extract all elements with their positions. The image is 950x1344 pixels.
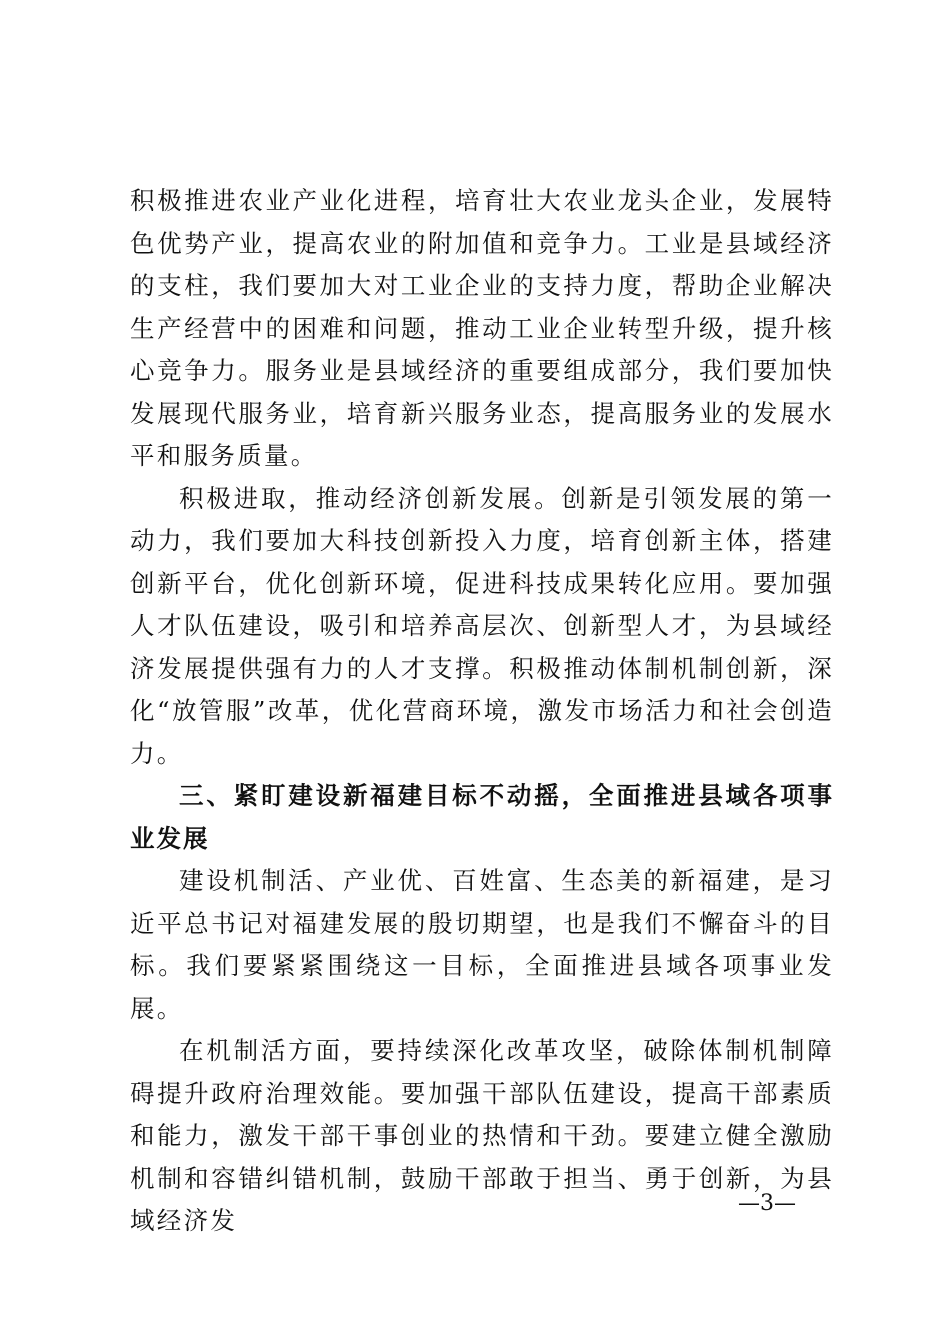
paragraph-innovation: 积极进取，推动经济创新发展。创新是引领发展的第一动力，我们要加大科技创新投入力度，培育创新主体，搭建创新平台，优化创新环境，促进科技成果转化应用。要加强人才队伍建设，吸引和培养高层次、创新型人才，为县域经济发展提供强有力的人才支撑。积极推动体制机制创新，深化“放管服”改革，优化营商环境，激发市场活力和社会创造力。 bbox=[130, 483, 834, 768]
document-body bbox=[130, 180, 834, 1243]
paragraph-mechanism: 在机制活方面，要持续深化改革攻坚，破除体制机制障碍提升政府治理效能。要加强干部队伍建设，提高干部素质和能力，激发干部干事创业的热情和干劲。要建立健全激励机制和容错纠错机制，鼓励干部敢于担当、勇于创新，为县域经济发 bbox=[130, 1036, 834, 1235]
section-heading: 三、紧盯建设新福建目标不动摇，全面推进县域各项事业发展 bbox=[130, 781, 834, 853]
paragraph-continued: 积极推进农业产业化进程，培育壮大农业龙头企业，发展特色优势产业，提高农业的附加值和竞争力。工业是县域经济的支柱，我们要加大对工业企业的支持力度，帮助企业解决生产经营中的困难和问题，推动工业企业转型升级，提升核心竞争力。服务业是县域经济的重要组成部分，我们要加快发展现代服务业，培育新兴服务业态，提高服务业的发展水平和服务质量。 bbox=[130, 186, 834, 470]
paragraph-new-fujian-goal: 建设机制活、产业优、百姓富、生态美的新福建，是习近平总书记对福建发展的殷切期望，也是我们不懈奋斗的目标。我们要紧紧围绕这一目标，全面推进县域各项事业发展。 bbox=[130, 866, 834, 1023]
page-number: —3— bbox=[738, 1191, 796, 1216]
